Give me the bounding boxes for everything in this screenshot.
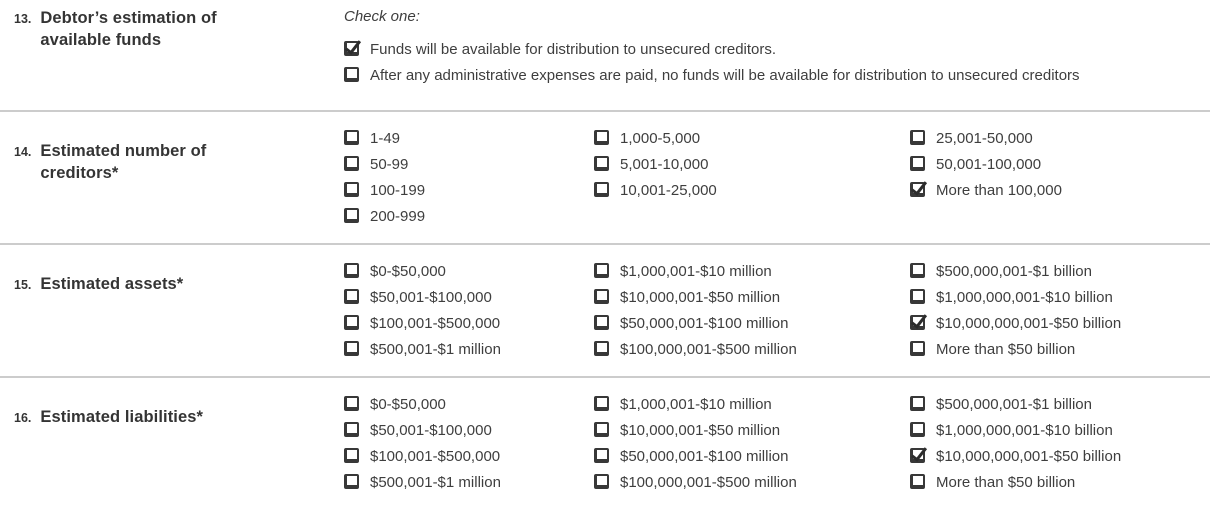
- checkbox-option[interactable]: [594, 125, 910, 151]
- section-estimated-liabilities: [0, 376, 1210, 509]
- checkbox-option-label: $50,000,001-$100 million: [620, 447, 789, 465]
- checkbox-option-label: $500,001-$1 million: [370, 473, 501, 491]
- checkbox-option[interactable]: [594, 336, 910, 362]
- item-14-options: [344, 125, 1210, 229]
- checkbox-option-label: 200-999: [370, 207, 426, 225]
- checkbox-option-label: $1,000,000,001-$10 billion: [936, 288, 1113, 306]
- item-13-number: 13.: [14, 12, 32, 26]
- checkbox-icon[interactable]: [910, 289, 925, 304]
- checkbox-icon[interactable]: [910, 315, 925, 330]
- checkbox-option[interactable]: [594, 310, 910, 336]
- checkbox-option-label: $50,001-$100,000: [370, 288, 492, 306]
- checkbox-option-label: 100-199: [370, 181, 426, 199]
- checkbox-icon[interactable]: [594, 422, 609, 437]
- checkbox-option-label: $1,000,001-$10 million: [620, 262, 772, 280]
- check-one-instruction: Check one:: [344, 8, 420, 25]
- checkbox-option[interactable]: [344, 151, 594, 177]
- checkbox-option[interactable]: [910, 125, 1210, 151]
- checkbox-option-label: $10,000,000,001-$50 billion: [936, 447, 1122, 465]
- checkbox-option-label: $0-$50,000: [370, 262, 446, 280]
- liabilities-options-column-1: [344, 391, 594, 495]
- item-15-number: 15.: [14, 278, 32, 292]
- liabilities-options-column-3: [910, 391, 1210, 495]
- checkbox-option-label: $500,000,001-$1 billion: [936, 262, 1092, 280]
- checkbox-option-label: $500,000,001-$1 billion: [936, 395, 1092, 413]
- item-16-label-cell: [14, 391, 344, 429]
- checkbox-option[interactable]: [344, 443, 594, 469]
- checkbox-icon[interactable]: [344, 396, 359, 411]
- creditors-options-column-1: [344, 125, 594, 229]
- checkbox-option-label: $100,000,001-$500 million: [620, 473, 797, 491]
- checkbox-option[interactable]: [594, 177, 910, 203]
- checkbox-icon[interactable]: [344, 315, 359, 330]
- checkbox-icon[interactable]: [594, 396, 609, 411]
- checkbox-option-label: $100,001-$500,000: [370, 447, 501, 465]
- checkbox-icon[interactable]: [344, 474, 359, 489]
- checkbox-option[interactable]: [344, 36, 1210, 62]
- checkbox-option[interactable]: [594, 284, 910, 310]
- checkbox-option[interactable]: [344, 284, 594, 310]
- checkbox-icon[interactable]: [594, 182, 609, 197]
- item-16-options: [344, 391, 1210, 495]
- creditors-options-column-2: [594, 125, 910, 229]
- checkbox-option-label: $100,001-$500,000: [370, 314, 501, 332]
- section-debtor-estimation-of-available-funds: [0, 0, 1210, 110]
- checkbox-icon[interactable]: [910, 182, 925, 197]
- checkbox-option[interactable]: [344, 336, 594, 362]
- checkbox-option[interactable]: [594, 469, 910, 495]
- item-14-label: Estimated number of creditors*: [40, 142, 207, 182]
- checkbox-option[interactable]: [344, 469, 594, 495]
- item-15-label: Estimated assets*: [40, 275, 184, 293]
- checkbox-option[interactable]: [910, 469, 1210, 495]
- checkbox-option-label: $10,000,000,001-$50 billion: [936, 314, 1122, 332]
- checkbox-option-label: 1-49: [370, 129, 401, 147]
- funds-availability-options: [344, 36, 1210, 88]
- checkbox-icon[interactable]: [594, 156, 609, 171]
- checkbox-option[interactable]: [594, 151, 910, 177]
- checkbox-option-label: 5,001-10,000: [620, 155, 709, 173]
- item-15-label-cell: [14, 258, 344, 296]
- checkbox-option-label: More than 100,000: [936, 181, 1062, 199]
- checkbox-option-label: 50-99: [370, 155, 409, 173]
- checkbox-option[interactable]: [594, 443, 910, 469]
- checkbox-icon[interactable]: [594, 315, 609, 330]
- checkbox-option-label: 1,000-5,000: [620, 129, 701, 147]
- checkbox-option[interactable]: [344, 258, 594, 284]
- checkbox-icon[interactable]: [910, 130, 925, 145]
- checkbox-option[interactable]: [344, 177, 594, 203]
- assets-options-column-1: [344, 258, 594, 362]
- checkbox-option[interactable]: [344, 62, 1210, 88]
- checkbox-icon[interactable]: [910, 341, 925, 356]
- checkbox-icon[interactable]: [344, 448, 359, 463]
- checkbox-option[interactable]: [910, 151, 1210, 177]
- checkbox-icon[interactable]: [910, 396, 925, 411]
- checkbox-icon[interactable]: [344, 341, 359, 356]
- checkbox-icon[interactable]: [344, 289, 359, 304]
- checkbox-option[interactable]: [910, 177, 1210, 203]
- assets-options-column-2: [594, 258, 910, 362]
- checkbox-icon[interactable]: [594, 448, 609, 463]
- assets-options-column-3: [910, 258, 1210, 362]
- checkbox-icon[interactable]: [910, 474, 925, 489]
- section-estimated-number-of-creditors: [0, 110, 1210, 243]
- checkbox-option-label: $500,001-$1 million: [370, 340, 501, 358]
- checkbox-icon[interactable]: [910, 422, 925, 437]
- checkbox-icon[interactable]: [344, 182, 359, 197]
- checkbox-option-label: More than $50 billion: [936, 340, 1076, 358]
- item-13-label: Debtor’s estimation of available funds: [40, 9, 217, 49]
- checkbox-option[interactable]: [910, 336, 1210, 362]
- checkbox-icon[interactable]: [594, 289, 609, 304]
- section-estimated-assets: [0, 243, 1210, 376]
- checkbox-option[interactable]: [910, 417, 1210, 443]
- checkbox-option[interactable]: [344, 391, 594, 417]
- checkbox-option[interactable]: [594, 258, 910, 284]
- checkbox-icon[interactable]: [910, 156, 925, 171]
- item-16-number: 16.: [14, 411, 32, 425]
- checkbox-icon[interactable]: [344, 208, 359, 223]
- item-16-label: Estimated liabilities*: [40, 408, 204, 426]
- checkbox-option-label: 10,001-25,000: [620, 181, 717, 199]
- item-13-options: [344, 8, 1210, 88]
- checkbox-option[interactable]: [344, 310, 594, 336]
- checkbox-option-label: $1,000,001-$10 million: [620, 395, 772, 413]
- checkbox-option-label: Funds will be available for distribution to unsecured creditors.: [370, 40, 777, 58]
- checkbox-option-label: $50,000,001-$100 million: [620, 314, 789, 332]
- checkbox-option[interactable]: [594, 417, 910, 443]
- checkbox-option-label: More than $50 billion: [936, 473, 1076, 491]
- checkbox-option-label: $10,000,001-$50 million: [620, 288, 781, 306]
- item-14-number: 14.: [14, 145, 32, 159]
- checkbox-icon[interactable]: [910, 448, 925, 463]
- checkbox-option[interactable]: [910, 258, 1210, 284]
- checkbox-option[interactable]: [594, 391, 910, 417]
- checkbox-icon[interactable]: [344, 156, 359, 171]
- item-13-label-cell: [14, 8, 344, 52]
- checkbox-icon[interactable]: [594, 130, 609, 145]
- checkbox-icon[interactable]: [344, 130, 359, 145]
- checkbox-icon[interactable]: [594, 474, 609, 489]
- checkbox-option-label: $10,000,001-$50 million: [620, 421, 781, 439]
- checkbox-option[interactable]: [910, 443, 1210, 469]
- checkbox-option-label: After any administrative expenses are paid, no funds will be available for distribution to unsecured creditors: [370, 66, 1080, 84]
- item-15-options: [344, 258, 1210, 362]
- checkbox-option-label: $50,001-$100,000: [370, 421, 492, 439]
- checkbox-option-label: 25,001-50,000: [936, 129, 1033, 147]
- checkbox-option-label: 50,001-100,000: [936, 155, 1042, 173]
- checkbox-icon[interactable]: [344, 67, 359, 82]
- checkbox-option[interactable]: [910, 391, 1210, 417]
- checkbox-icon[interactable]: [594, 263, 609, 278]
- checkbox-option[interactable]: [910, 310, 1210, 336]
- checkbox-option-label: $1,000,000,001-$10 billion: [936, 421, 1113, 439]
- checkbox-icon[interactable]: [344, 422, 359, 437]
- checkbox-icon[interactable]: [344, 263, 359, 278]
- creditors-options-column-3: [910, 125, 1210, 229]
- checkbox-icon[interactable]: [594, 341, 609, 356]
- checkbox-option[interactable]: [910, 284, 1210, 310]
- checkbox-option-label: $0-$50,000: [370, 395, 446, 413]
- liabilities-options-column-2: [594, 391, 910, 495]
- checkbox-option[interactable]: [344, 417, 594, 443]
- checkbox-option[interactable]: [344, 125, 594, 151]
- checkbox-option[interactable]: [344, 203, 594, 229]
- item-14-label-cell: [14, 125, 344, 185]
- checkbox-option-label: $100,000,001-$500 million: [620, 340, 797, 358]
- checkbox-icon[interactable]: [910, 263, 925, 278]
- checkbox-icon[interactable]: [344, 41, 359, 56]
